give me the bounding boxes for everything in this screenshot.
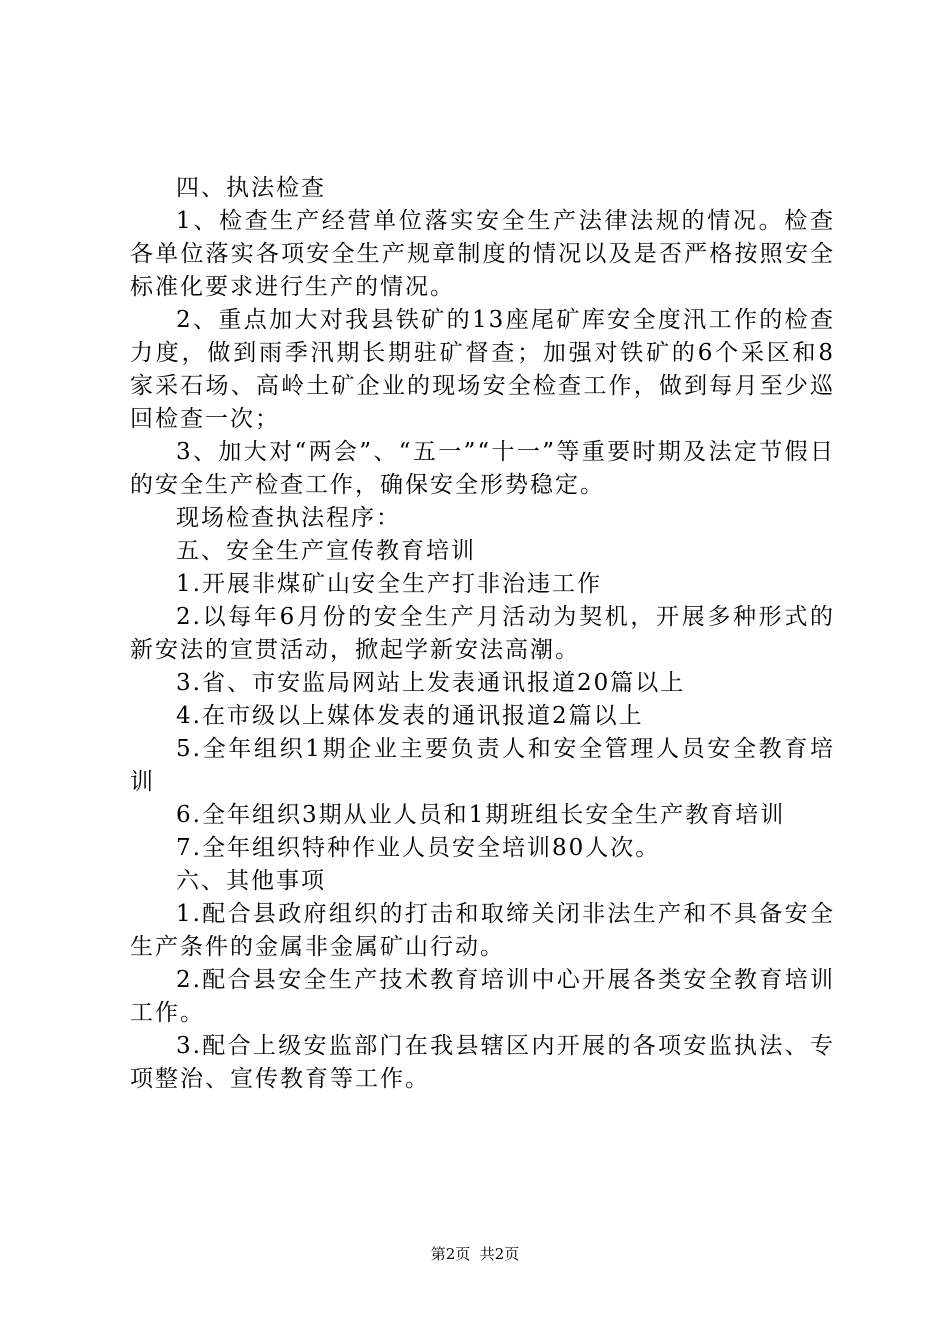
paragraph: 3.配合上级安监部门在我县辖区内开展的各项安监执法、专项整治、宣传教育等工作。 [130, 1033, 835, 1092]
paragraph: 7.全年组织特种作业人员安全培训80人次。 [176, 835, 661, 861]
paragraph: 5.全年组织1期企业主要负责人和安全管理人员安全教育培训 [130, 736, 835, 795]
page-footer: 第2页 共2页 [430, 1245, 520, 1263]
paragraph: 2、重点加大对我县铁矿的13座尾矿库安全度汛工作的检查力度，做到雨季汛期长期驻矿督查；加强对铁矿的6个采区和8家采石场、高岭土矿企业的现场安全检查工作，做到每月至少巡回检查一次； [130, 307, 835, 432]
paragraph: 3.省、市安监局网站上发表通讯报道20篇以上 [176, 670, 686, 696]
paragraph: 1、检查生产经营单位落实安全生产法律法规的情况。检查各单位落实各项安全生产规章制度的情况以及是否严格按照安全标准化要求进行生产的情况。 [130, 208, 835, 300]
paragraph: 6.全年组织3期从业人员和1期班组长安全生产教育培训 [176, 802, 786, 828]
paragraph: 3、加大对“两会”、“五一”“十一”等重要时期及法定节假日的安全生产检查工作，确保安全形势稳定。 [130, 439, 835, 498]
paragraph: 2.以每年6月份的安全生产月活动为契机，开展多种形式的新安法的宣贯活动，掀起学新安法高潮。 [130, 604, 835, 663]
paragraph: 现场检查执法程序： [176, 505, 401, 531]
paragraph: 2.配合县安全生产技术教育培训中心开展各类安全教育培训工作。 [130, 967, 835, 1026]
section-heading-training: 五、安全生产宣传教育培训 [176, 538, 476, 564]
section-heading-other: 六、其他事项 [176, 868, 326, 894]
paragraph: 1.开展非煤矿山安全生产打非治违工作 [176, 571, 602, 597]
section-heading-enforcement: 四、执法检查 [176, 175, 326, 201]
document-body [130, 172, 835, 1096]
paragraph: 4.在市级以上媒体发表的通讯报道2篇以上 [176, 703, 644, 729]
paragraph: 1.配合县政府组织的打击和取缔关闭非法生产和不具备安全生产条件的金属非金属矿山行动。 [130, 901, 835, 960]
